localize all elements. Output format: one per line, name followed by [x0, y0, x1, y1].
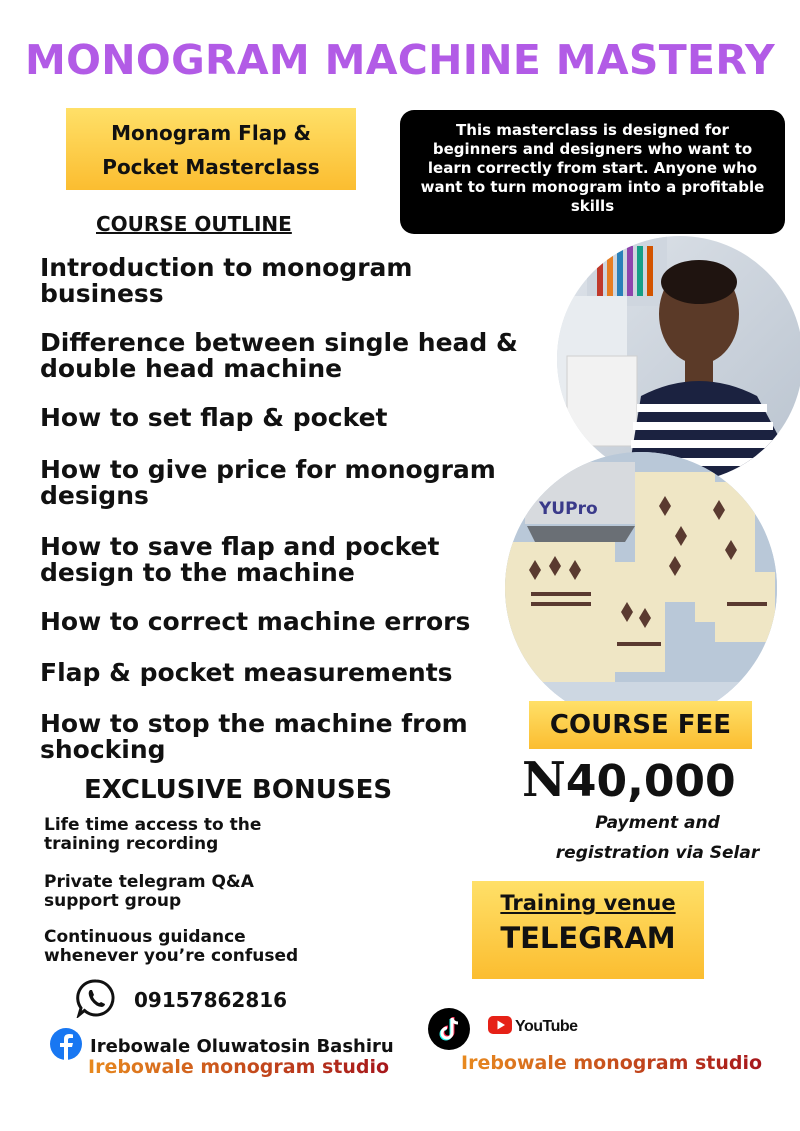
intro-text: This masterclass is designed for beginners and designers who want to learn correctly from start. Anyone who want to turn monogram into a profitable skills — [400, 110, 785, 234]
venue-value: TELEGRAM — [500, 921, 676, 955]
naira-symbol: N — [522, 752, 566, 808]
outline-item — [40, 330, 540, 382]
payment-line-2: registration via Selar — [555, 843, 760, 863]
outline-item — [40, 457, 540, 509]
bonus-line: Private telegram Q&A — [44, 872, 254, 892]
outline-item-line: double head machine — [40, 354, 343, 383]
outline-item-line: How to save flap and pocket — [40, 532, 440, 561]
youtube-label: YouTube — [515, 1018, 578, 1035]
outline-item — [40, 711, 540, 763]
outline-item-line: design to the machine — [40, 558, 355, 587]
bonus-line: support group — [44, 891, 182, 911]
bonuses-heading: EXCLUSIVE BONUSES — [84, 775, 393, 805]
facebook-icon — [50, 1028, 82, 1064]
machine-brand-label: YUPro — [539, 499, 598, 519]
outline-item-line: How to give price for monogram — [40, 455, 496, 484]
course-price — [522, 752, 736, 808]
page-title: MONOGRAM MACHINE MASTERY — [25, 36, 775, 84]
youtube-icon — [488, 1016, 512, 1038]
instructor-photo — [557, 236, 800, 482]
subtitle-line-1: Monogram Flap & — [111, 121, 311, 145]
studio-name: Irebowale monogram studio — [88, 1056, 390, 1078]
outline-item — [40, 660, 540, 686]
bonus-line: Life time access to the — [44, 815, 262, 835]
bonus-line: whenever you’re confused — [44, 946, 299, 966]
outline-item-line: shocking — [40, 735, 166, 764]
bonus-item — [44, 816, 364, 854]
bonus-item — [44, 928, 364, 966]
payment-note — [520, 808, 795, 868]
course-fee-badge: COURSE FEE — [529, 701, 752, 749]
outline-item-line: designs — [40, 481, 149, 510]
outline-item-line: How to stop the machine from — [40, 709, 468, 738]
outline-item-line: Difference between single head & — [40, 328, 518, 357]
bonus-line: Continuous guidance — [44, 927, 246, 947]
phone-number[interactable]: 09157862816 — [134, 988, 288, 1012]
instructor-illustration — [557, 236, 800, 482]
embroidery-illustration — [505, 452, 777, 724]
outline-item-line: Introduction to monogram — [40, 253, 413, 282]
course-outline-heading: COURSE OUTLINE — [96, 212, 292, 236]
whatsapp-icon — [76, 978, 116, 1022]
outline-item — [40, 534, 540, 586]
price-amount: 40,000 — [565, 756, 736, 807]
bonus-line: training recording — [44, 834, 219, 854]
studio-name-secondary: Irebowale monogram studio — [461, 1052, 763, 1074]
payment-line-1: Payment and — [595, 813, 720, 833]
tiktok-icon[interactable] — [428, 1008, 470, 1050]
outline-item — [40, 609, 540, 635]
outline-item-line: Flap & pocket measurements — [40, 658, 453, 687]
outline-item — [40, 255, 540, 307]
outline-item-line: How to correct machine errors — [40, 607, 471, 636]
training-venue-badge — [472, 881, 704, 979]
facebook-name[interactable]: Irebowale Oluwatosin Bashiru — [90, 1035, 394, 1057]
youtube-link[interactable] — [488, 1016, 578, 1038]
outline-item-line: How to set flap & pocket — [40, 403, 388, 432]
outline-item-line: business — [40, 279, 164, 308]
subtitle-line-2: Pocket Masterclass — [102, 155, 320, 179]
outline-item — [40, 405, 540, 431]
venue-label: Training venue — [500, 891, 676, 915]
bonus-item — [44, 873, 364, 911]
phone-contact — [76, 980, 287, 1020]
embroidery-photo — [505, 452, 777, 724]
subtitle-badge — [66, 108, 356, 190]
